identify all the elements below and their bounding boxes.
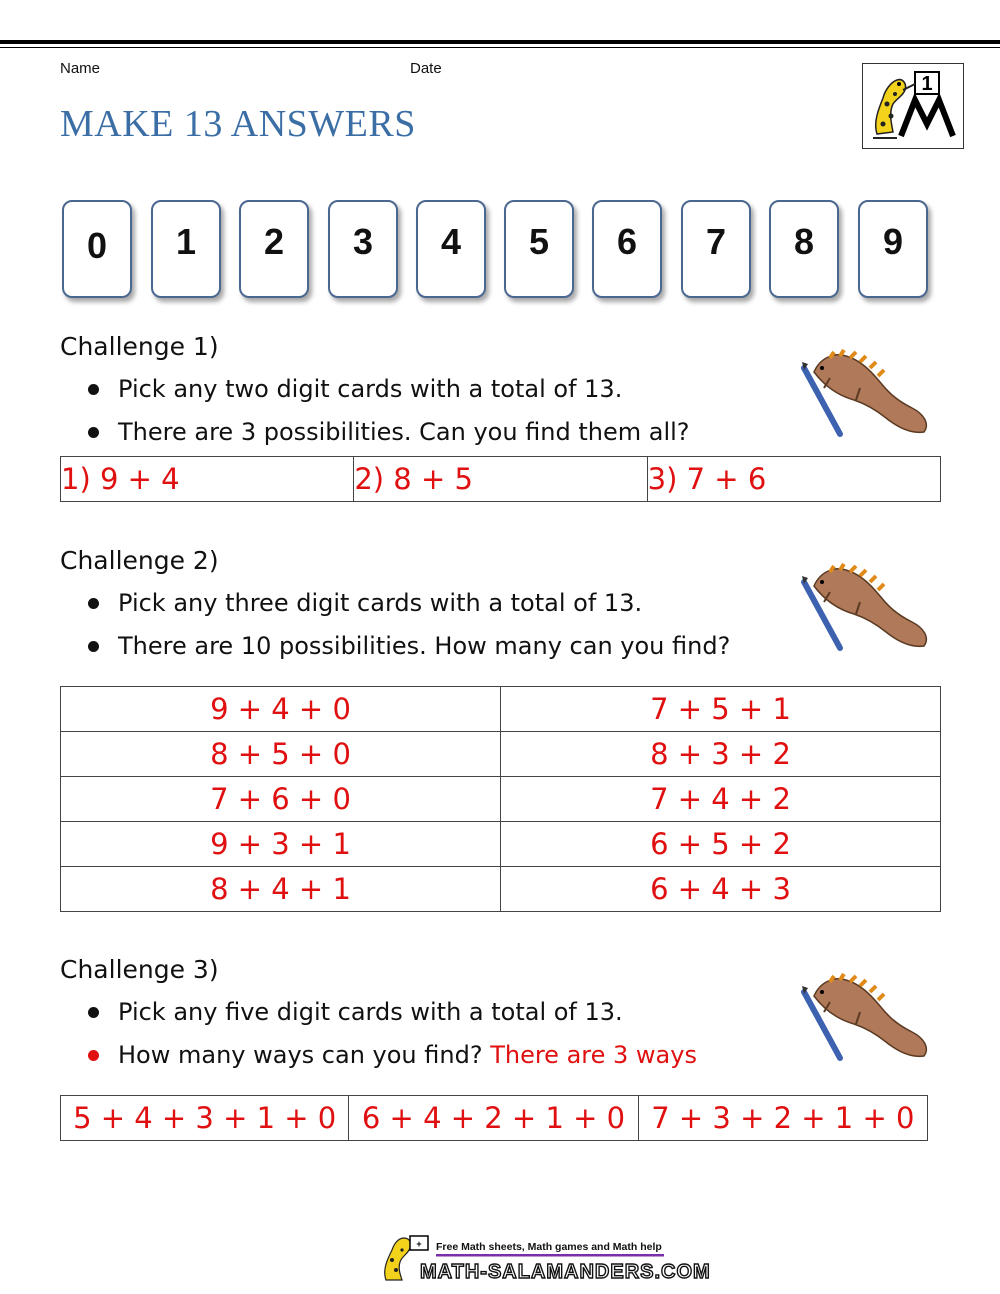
salamander-pencil-icon [800,562,930,652]
answer-cell: 6 + 4 + 2 + 1 + 0 [349,1096,638,1141]
challenge-2-answers [60,686,941,912]
challenge-3-title: Challenge 3) [60,955,219,984]
answer-cell: 3) 7 + 6 [647,457,940,502]
logo-badge-text: 1 [921,73,933,95]
answer-cell: 8 + 5 + 0 [61,732,501,777]
digit-card: 1 [151,200,221,298]
answer-cell: 6 + 4 + 3 [501,867,941,912]
table-row [61,777,941,822]
bullet-item [88,1034,697,1077]
answer-cell: 8 + 4 + 1 [61,867,501,912]
answer-cell: 9 + 4 + 0 [61,687,501,732]
digit-card: 3 [328,200,398,298]
challenge-1-bullets [88,368,690,454]
challenge-2-title: Challenge 2) [60,546,219,575]
digit-card: 2 [239,200,309,298]
bullet-item: There are 3 possibilities. Can you find them all? [88,411,690,454]
challenge-1-title: Challenge 1) [60,332,219,361]
digit-card: 8 [769,200,839,298]
challenge-3-answers [60,1095,928,1141]
table-row [61,732,941,777]
challenge-1-answers [60,456,941,502]
answer-cell: 7 + 5 + 1 [501,687,941,732]
svg-text:+: + [416,1239,422,1249]
answer-cell: 7 + 4 + 2 [501,777,941,822]
footer-salamander-logo-icon [380,1230,711,1286]
answer-cell: 2) 8 + 5 [354,457,647,502]
digit-card: 5 [504,200,574,298]
answer-cell: 6 + 5 + 2 [501,822,941,867]
salamander-teacher-icon [863,64,963,148]
top-rule-thin [0,47,1000,48]
math-salamanders-logo [862,63,964,149]
digit-card: 6 [592,200,662,298]
answer-cell: 7 + 6 + 0 [61,777,501,822]
name-label: Name [60,60,101,77]
table-row [61,867,941,912]
digit-card: 7 [681,200,751,298]
answer-cell: 5 + 4 + 3 + 1 + 0 [61,1096,349,1141]
bullet-question: How many ways can you find? [118,1041,483,1069]
date-label: Date [410,60,442,77]
challenge-2-bullets [88,582,730,668]
digit-card: 4 [416,200,486,298]
top-rule-thick [0,40,1000,44]
bullet-item: Pick any two digit cards with a total of 13. [88,368,690,411]
bullet-item: Pick any five digit cards with a total of 13. [88,991,697,1034]
page-title: MAKE 13 ANSWERS [60,103,416,145]
answer-cell: 9 + 3 + 1 [61,822,501,867]
salamander-pencil-icon [800,972,930,1062]
digit-card: 9 [858,200,928,298]
challenge-3-bullets [88,991,697,1077]
footer-site-name: MATH-SALAMANDERS.COM [420,1261,711,1283]
bullet-item: Pick any three digit cards with a total of 13. [88,582,730,625]
answer-cell: 8 + 3 + 2 [501,732,941,777]
answer-cell: 7 + 3 + 2 + 1 + 0 [638,1096,927,1141]
salamander-pencil-icon [800,348,930,438]
footer-logo [380,1230,711,1286]
table-row [61,822,941,867]
table-row [61,687,941,732]
digit-card: 0 [62,200,132,298]
bullet-item: There are 10 possibilities. How many can you find? [88,625,730,668]
bullet-answer: There are 3 ways [490,1041,697,1069]
footer-tagline: Free Math sheets, Math games and Math help [436,1241,662,1253]
digit-cards [62,200,942,300]
answer-cell: 1) 9 + 4 [61,457,354,502]
